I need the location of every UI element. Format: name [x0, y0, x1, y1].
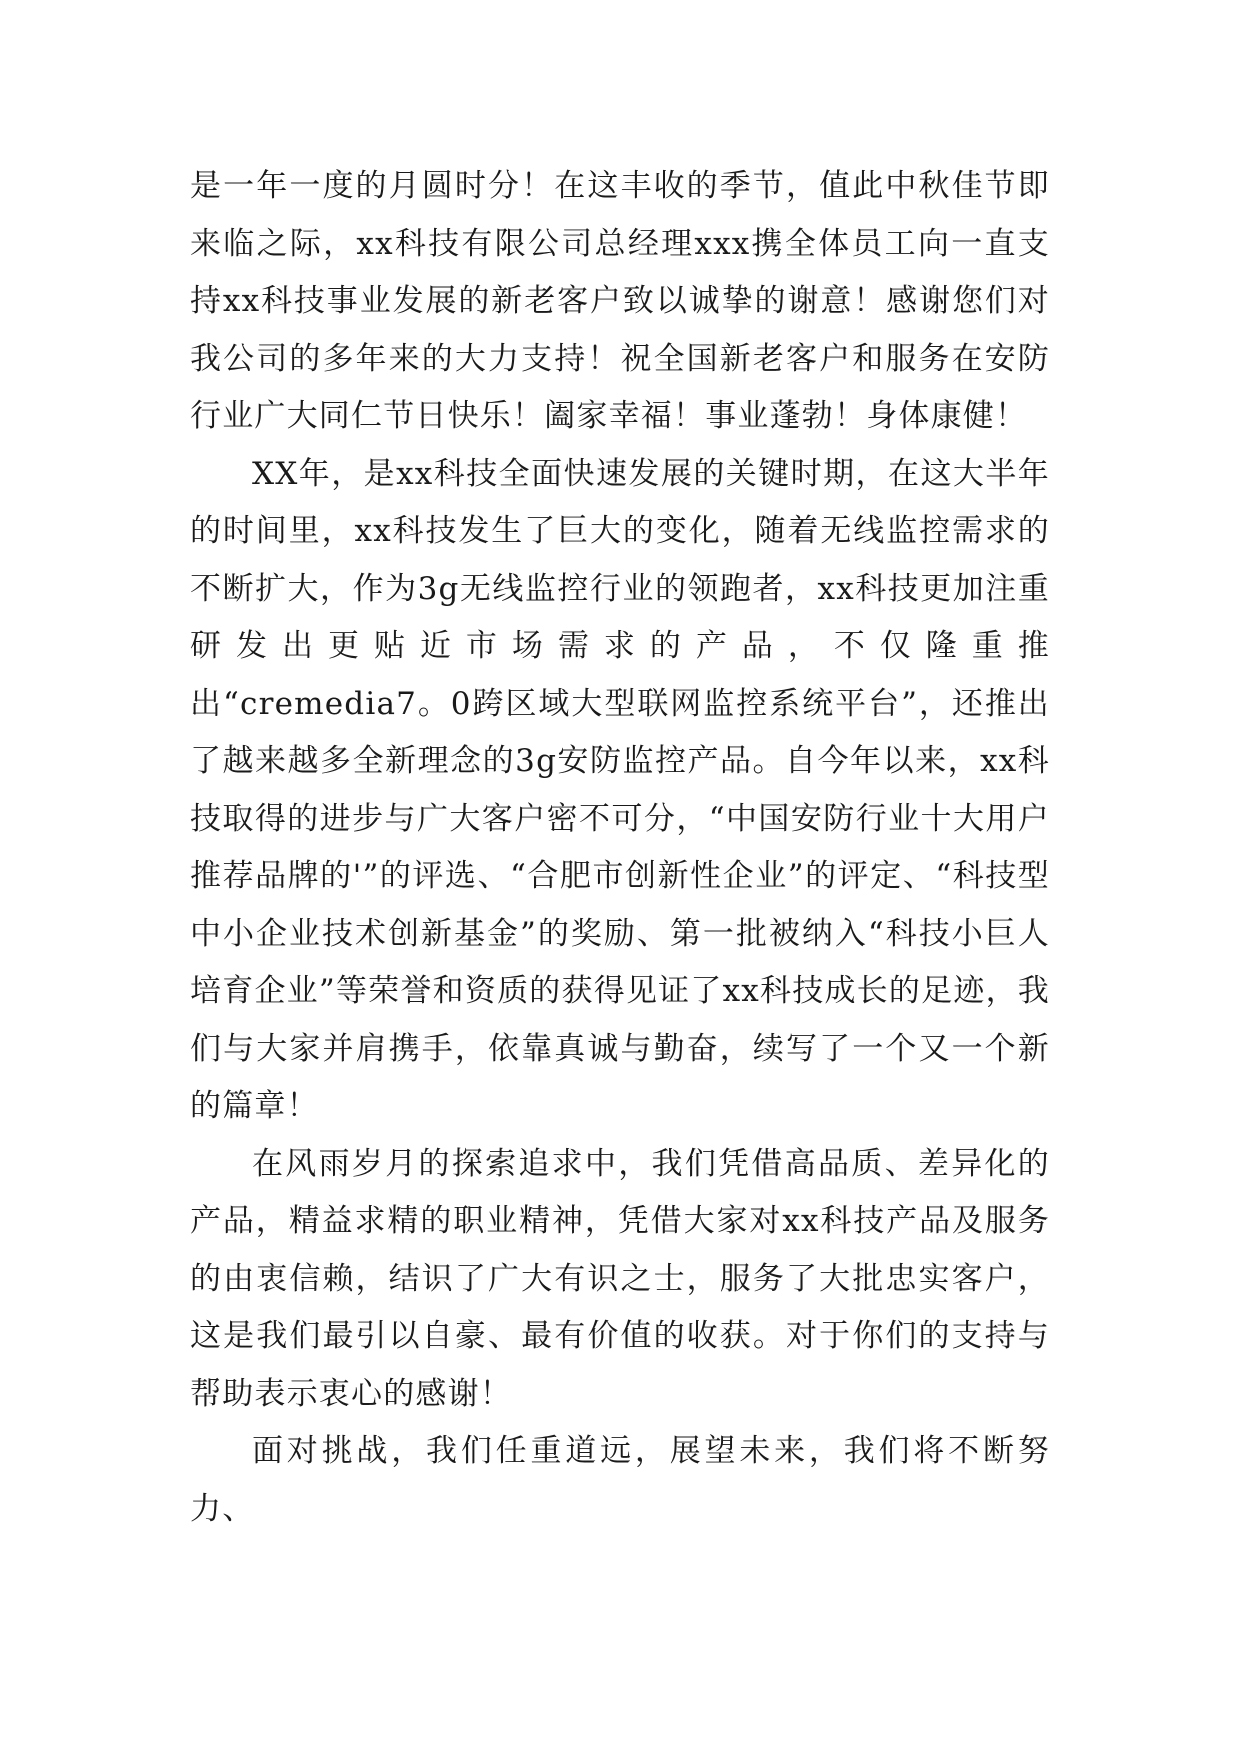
paragraph-2: XX年，是xx科技全面快速发展的关键时期，在这大半年的时间里，xx科技发生了巨大的变化，随着无线监控需求的不断扩大，作为3g无线监控行业的领跑者，xx科技更加注重研发出更贴近市场需求的产品，不仅隆重推出“cremedia7。0跨区域大型联网监控系统平台”，还推出了越来越多全新理念的3g安防监控产品。自今年以来，xx科技取得的进步与广大客户密不可分，“中国安防行业十大用户推荐品牌的'”的评选、“合肥市创新性企业”的评定、“科技型中小企业技术创新基金”的奖励、第一批被纳入“科技小巨人培育企业”等荣誉和资质的获得见证了xx科技成长的足迹，我们与大家并肩携手，依靠真诚与勤奋，续写了一个又一个新的篇章！ — [190, 455, 1050, 1124]
document-body — [190, 158, 1050, 1538]
paragraph-3: 在风雨岁月的探索追求中，我们凭借高品质、差异化的产品，精益求精的职业精神，凭借大家对xx科技产品及服务的由衷信赖，结识了广大有识之士，服务了大批忠实客户，这是我们最引以自豪、最有价值的收获。对于你们的支持与帮助表示衷心的感谢！ — [190, 1145, 1050, 1412]
paragraph-1: 是一年一度的月圆时分！在这丰收的季节，值此中秋佳节即来临之际，xx科技有限公司总经理xxx携全体员工向一直支持xx科技事业发展的新老客户致以诚挚的谢意！感谢您们对我公司的多年来的大力支持！祝全国新老客户和服务在安防行业广大同仁节日快乐！阖家幸福！事业蓬勃！身体康健！ — [190, 168, 1050, 434]
paragraph-4: 面对挑战，我们任重道远，展望未来，我们将不断努力、 — [190, 1433, 1050, 1527]
